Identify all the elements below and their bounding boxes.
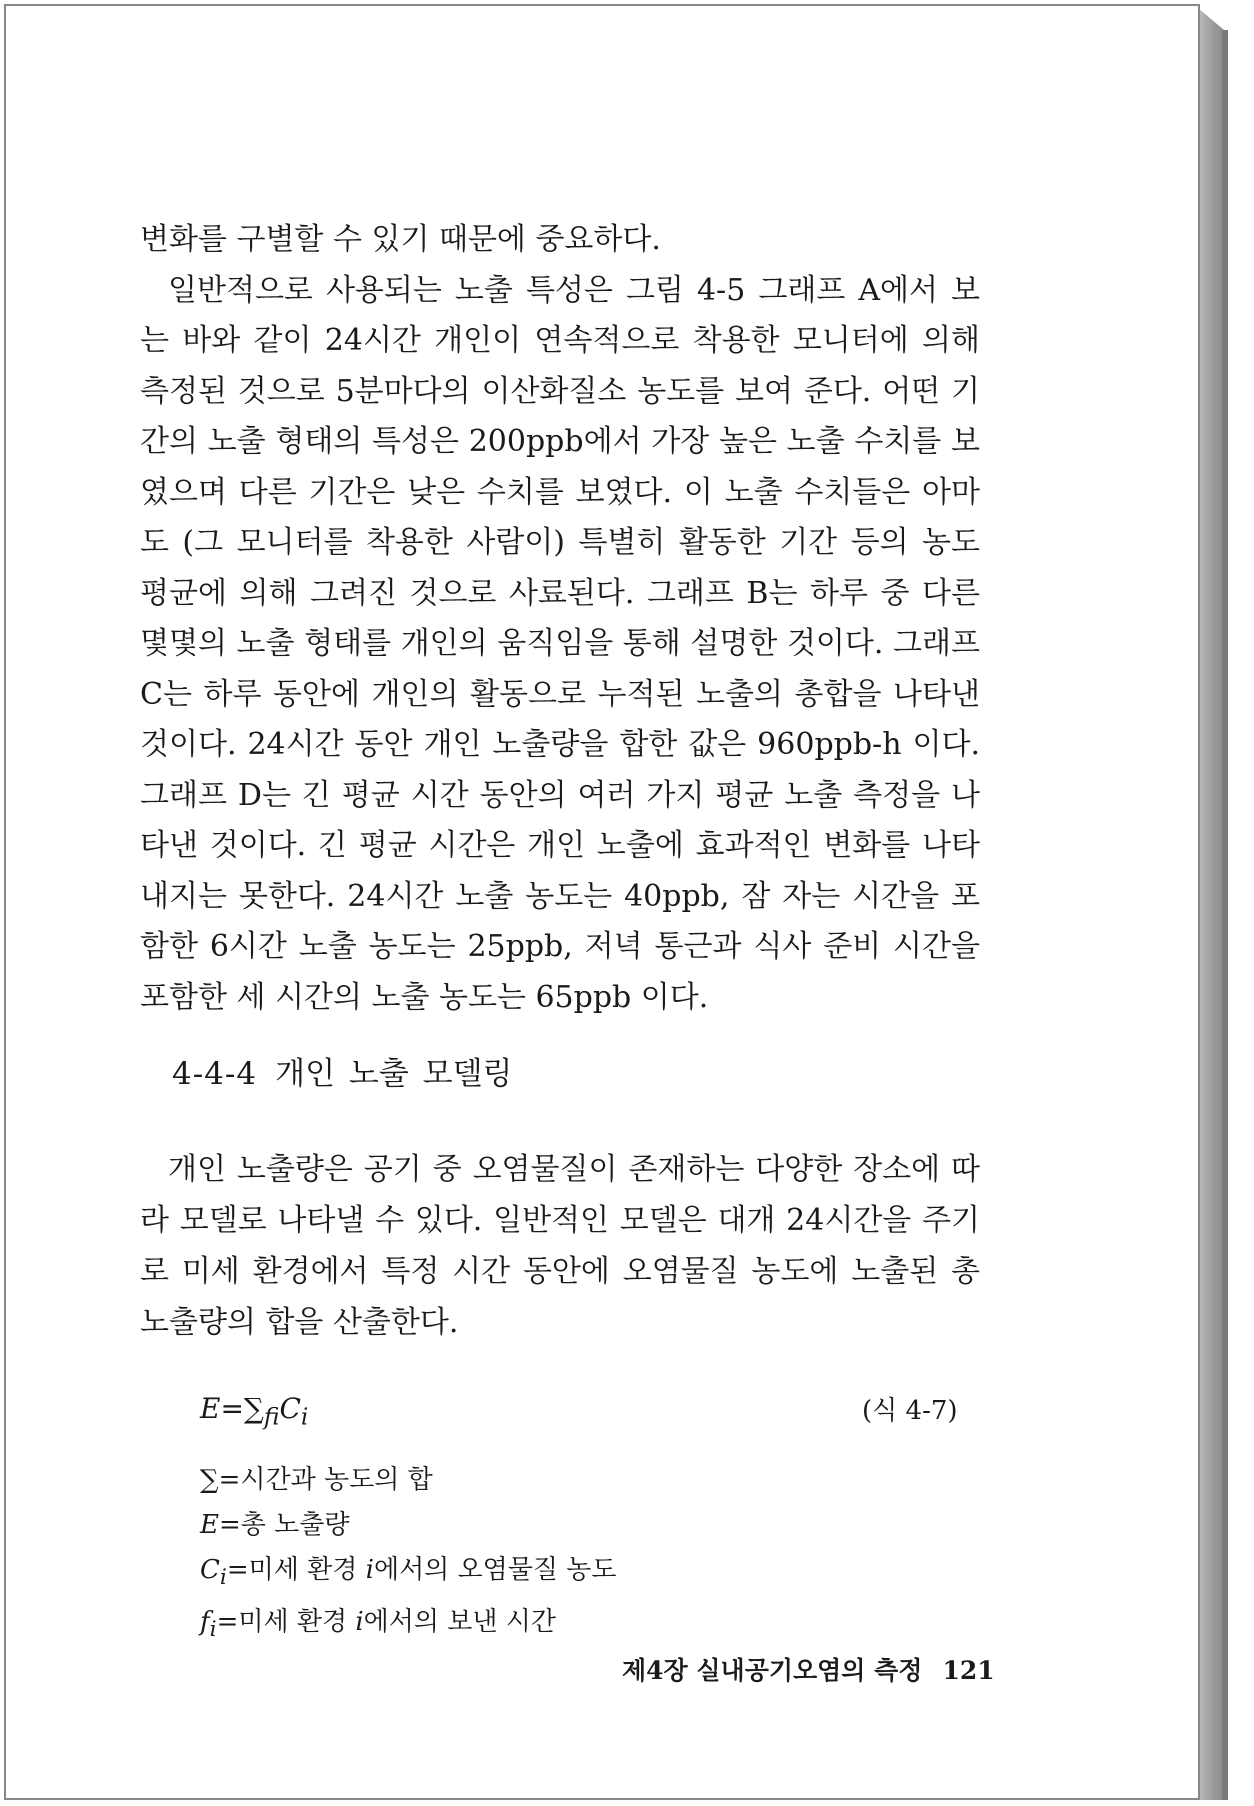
eq-equals: = [220, 1392, 244, 1425]
section-heading [172, 1048, 512, 1093]
page-edge-dark [1222, 30, 1228, 1800]
page-edge-shadow [1198, 8, 1224, 1800]
def-var: i [355, 1607, 364, 1638]
def-text: =시간과 농도의 합 [218, 1465, 433, 1495]
definition-ci [200, 1548, 617, 1600]
section-number: 4-4-4 [172, 1056, 258, 1092]
eq-ci: i [300, 1402, 309, 1431]
section-title: 개인 노출 모델링 [275, 1056, 513, 1092]
def-sub: i [209, 1617, 217, 1643]
def-text: =미세 환경 [226, 1555, 366, 1585]
paragraph-exposure-graphs: 일반적으로 사용되는 노출 특성은 그림 4-5 그래프 A에서 보는 바와 같이 24시간 개인이 연속적으로 착용한 모니터에 의해 측정된 것으로 5분마다의 이산화질소 농도를 보여 준다. 어떤 기간의 노출 형태의 특성은 200ppb에서 가장 높은 노출 수치를 보였으며 다른 기간은 낮은 수치를 보였다. 이 노출 수치들은 아마도 (그 모니터를 착용한 사람이) 특별히 활동한 기간 등의 농도 평균에 의해 그려진 것으로 사료된다. 그래프 B는 하루 중 다른 몇몇의 노출 형태를 개인의 움직임을 통해 설명한 것이다. 그래프 C는 하루 동안에 개인의 활동으로 누적된 노출의 총합을 나타낸 것이다. 24시간 동안 개인 노출량을 합한 값은 960ppb-h 이다. 그래프 D는 긴 평균 시간 동안의 여러 가지 평균 노출 측정을 나타낸 것이다. 긴 평균 시간은 개인 노출에 효과적인 변화를 나타내지는 못한다. 24시간 노출 농도는 40ppb, 잠 자는 시간을 포함한 6시간 노출 농도는 25ppb, 저녁 통근과 식사 준비 시간을 포함한 세 시간의 노출 농도는 65ppb 이다. [140, 272, 980, 1015]
def-sub: i [219, 1565, 227, 1591]
def-rest: 에서의 보낸 시간 [363, 1607, 557, 1638]
chapter-title: 제4장 실내공기오염의 측정 [622, 1656, 923, 1685]
paragraph-exposure-model: 개인 노출량은 공기 중 오염물질이 존재하는 다양한 장소에 따라 모델로 나타낼 수 있다. 일반적인 모델은 대개 24시간을 주기로 미세 환경에서 특정 시간 동안에 오염물질 농도에 노출된 총 노출량의 합을 산출한다. [140, 1152, 980, 1340]
equation-definitions [200, 1458, 617, 1652]
definition-fi [200, 1600, 617, 1652]
equation-4-7 [200, 1392, 308, 1431]
def-text: =미세 환경 [216, 1607, 356, 1638]
def-symbol: ∑ [200, 1465, 219, 1495]
definition-sum [200, 1458, 617, 1503]
def-symbol: C [200, 1555, 220, 1585]
def-var: i [365, 1555, 374, 1585]
definition-e [200, 1503, 617, 1548]
eq-sum: ∑ [243, 1392, 264, 1425]
body-text [140, 215, 980, 1023]
def-rest: 에서의 오염물질 농도 [373, 1555, 617, 1585]
eq-c: C [279, 1392, 301, 1425]
def-text: =총 노출량 [218, 1510, 350, 1540]
page-number: 121 [942, 1656, 995, 1685]
section-body [140, 1144, 980, 1348]
def-symbol: f [200, 1607, 210, 1638]
paragraph-continuation: 변화를 구별할 수 있기 때문에 중요하다. [140, 222, 661, 257]
eq-f: f [263, 1402, 280, 1431]
page-footer [622, 1651, 995, 1687]
equation-label: (식 4-7) [862, 1396, 958, 1426]
def-symbol: E [200, 1510, 219, 1540]
eq-lhs: E [200, 1392, 221, 1425]
